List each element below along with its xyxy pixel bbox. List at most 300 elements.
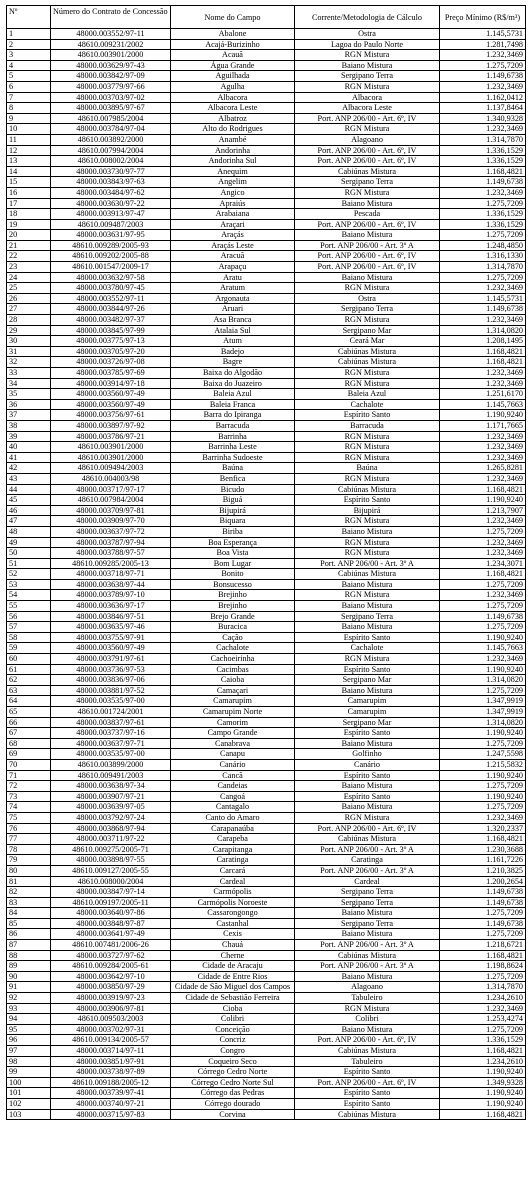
cell-field-name: Cação	[171, 632, 295, 643]
table-row	[7, 1109, 526, 1120]
cell-field-name: Baixa do Algodão	[171, 368, 295, 379]
table-row	[7, 442, 526, 453]
cell-contract: 48000.003709/97-81	[51, 505, 171, 516]
cell-price: 1.234,2610	[440, 993, 526, 1004]
cell-contract: 48000.003636/97-17	[51, 601, 171, 612]
table-row	[7, 262, 526, 273]
table-row	[7, 537, 526, 548]
cell-contract: 48000.003844/97-26	[51, 304, 171, 315]
cell-number: 45	[7, 495, 51, 506]
cell-number: 103	[7, 1109, 51, 1120]
cell-number: 42	[7, 463, 51, 474]
cell-field-name: Angelim	[171, 177, 295, 188]
cell-methodology: RGN Mistura	[295, 368, 440, 379]
cell-field-name: Benfica	[171, 473, 295, 484]
table-row	[7, 1035, 526, 1046]
cell-methodology: Ceará Mar	[295, 336, 440, 347]
cell-contract: 48000.003631/97-95	[51, 230, 171, 241]
cell-contract: 48000.003913/97-47	[51, 209, 171, 220]
cell-number: 81	[7, 876, 51, 887]
cell-field-name: Albacora	[171, 92, 295, 103]
cell-contract: 48000.003535/97-00	[51, 749, 171, 760]
cell-field-name: Brejinho	[171, 590, 295, 601]
document-page	[6, 5, 525, 1120]
cell-contract: 48610.009503/2003	[51, 1014, 171, 1025]
cell-price: 1.232,3469	[440, 378, 526, 389]
cell-contract: 48000.003702/97-31	[51, 1024, 171, 1035]
cell-methodology: Port. ANP 206/00 - Art. 6º, IV	[295, 113, 440, 124]
cell-contract: 48000.003637/97-72	[51, 526, 171, 537]
cell-contract: 48000.003552/97-11	[51, 29, 171, 40]
cell-field-name: Cexis	[171, 929, 295, 940]
minimum-price-table	[6, 5, 526, 1120]
cell-field-name: Buracica	[171, 622, 295, 633]
table-row	[7, 272, 526, 283]
cell-price: 1.232,3469	[440, 124, 526, 135]
cell-field-name: Barrinha	[171, 431, 295, 442]
cell-methodology: RGN Mistura	[295, 81, 440, 92]
cell-methodology: Caratinga	[295, 855, 440, 866]
cell-field-name: Albacora Leste	[171, 103, 295, 114]
table-row	[7, 749, 526, 760]
cell-methodology: Espírito Santo	[295, 728, 440, 739]
cell-number: 98	[7, 1056, 51, 1067]
cell-number: 31	[7, 346, 51, 357]
cell-contract: 48000.003843/97-63	[51, 177, 171, 188]
table-row	[7, 834, 526, 845]
cell-number: 22	[7, 251, 51, 262]
table-row	[7, 558, 526, 569]
cell-price: 1.336,1529	[440, 145, 526, 156]
cell-contract: 48000.003736/97-53	[51, 664, 171, 675]
cell-price: 1.190,9240	[440, 1088, 526, 1099]
table-row	[7, 495, 526, 506]
table-row	[7, 505, 526, 516]
cell-contract: 48000.003842/97-09	[51, 71, 171, 82]
cell-field-name: Bonsucesso	[171, 579, 295, 590]
cell-contract: 48610.007994/2004	[51, 145, 171, 156]
table-row	[7, 325, 526, 336]
table-row	[7, 759, 526, 770]
cell-methodology: Baiano Mistura	[295, 908, 440, 919]
cell-contract: 48610.001547/2009-17	[51, 262, 171, 273]
cell-contract: 48610.007984/2004	[51, 495, 171, 506]
cell-field-name: Cangoá	[171, 791, 295, 802]
cell-contract: 48610.009202/2005-88	[51, 251, 171, 262]
cell-number: 6	[7, 81, 51, 92]
table-row	[7, 39, 526, 50]
cell-number: 9	[7, 113, 51, 124]
cell-contract: 48000.003846/97-51	[51, 611, 171, 622]
cell-contract: 48000.003788/97-57	[51, 548, 171, 559]
cell-field-name: Concriz	[171, 1035, 295, 1046]
cell-number: 5	[7, 71, 51, 82]
table-row	[7, 198, 526, 209]
cell-field-name: Brejo Grande	[171, 611, 295, 622]
table-row	[7, 643, 526, 654]
table-row	[7, 548, 526, 559]
cell-price: 1.149,6738	[440, 177, 526, 188]
table-row	[7, 315, 526, 326]
cell-price: 1.145,7663	[440, 399, 526, 410]
cell-price: 1.168,4821	[440, 569, 526, 580]
cell-methodology: RGN Mistura	[295, 1003, 440, 1014]
table-row	[7, 452, 526, 463]
cell-number: 44	[7, 484, 51, 495]
cell-price: 1.275,7209	[440, 971, 526, 982]
cell-price: 1.190,9240	[440, 791, 526, 802]
cell-field-name: Coqueiro Seco	[171, 1056, 295, 1067]
cell-number: 36	[7, 399, 51, 410]
cell-field-name: Badejo	[171, 346, 295, 357]
cell-price: 1.349,9328	[440, 1077, 526, 1088]
table-row	[7, 654, 526, 665]
cell-contract: 48000.003727/97-62	[51, 950, 171, 961]
cell-number: 61	[7, 664, 51, 675]
cell-methodology: RGN Mistura	[295, 315, 440, 326]
cell-contract: 48000.003780/97-45	[51, 283, 171, 294]
cell-number: 65	[7, 707, 51, 718]
cell-number: 95	[7, 1024, 51, 1035]
cell-methodology: Sergipano Mar	[295, 325, 440, 336]
table-row	[7, 81, 526, 92]
cell-field-name: Córrego Cedro Norte	[171, 1067, 295, 1078]
cell-price: 1.247,5598	[440, 749, 526, 760]
cell-number: 19	[7, 219, 51, 230]
cell-methodology: Espírito Santo	[295, 410, 440, 421]
cell-number: 38	[7, 420, 51, 431]
cell-methodology: Camarupim	[295, 707, 440, 718]
cell-field-name: Abalone	[171, 29, 295, 40]
header-field-name: Nome do Campo	[171, 6, 295, 29]
cell-contract: 48000.003726/97-08	[51, 357, 171, 368]
cell-price: 1.314,0820	[440, 325, 526, 336]
cell-contract: 48000.003560/97-49	[51, 389, 171, 400]
table-row	[7, 346, 526, 357]
cell-field-name: Cancã	[171, 770, 295, 781]
cell-price: 1.190,9240	[440, 410, 526, 421]
cell-price: 1.275,7209	[440, 908, 526, 919]
table-row	[7, 177, 526, 188]
cell-price: 1.168,4821	[440, 1109, 526, 1120]
cell-price: 1.137,8464	[440, 103, 526, 114]
cell-price: 1.162,0412	[440, 92, 526, 103]
cell-contract: 48000.003898/97-55	[51, 855, 171, 866]
cell-number: 86	[7, 929, 51, 940]
cell-price: 1.320,2337	[440, 823, 526, 834]
cell-price: 1.149,6738	[440, 304, 526, 315]
cell-number: 15	[7, 177, 51, 188]
cell-contract: 48000.003779/97-66	[51, 81, 171, 92]
cell-field-name: Cardeal	[171, 876, 295, 887]
cell-price: 1.314,0820	[440, 675, 526, 686]
cell-methodology: Cabiúnas Mistura	[295, 834, 440, 845]
cell-price: 1.314,7870	[440, 262, 526, 273]
cell-field-name: Camarupim	[171, 696, 295, 707]
cell-methodology: Sergipano Terra	[295, 304, 440, 315]
cell-number: 87	[7, 940, 51, 951]
cell-number: 60	[7, 654, 51, 665]
cell-methodology: Baleia Azul	[295, 389, 440, 400]
cell-number: 34	[7, 378, 51, 389]
table-row	[7, 579, 526, 590]
cell-price: 1.190,9240	[440, 495, 526, 506]
cell-methodology: Canário	[295, 759, 440, 770]
cell-price: 1.149,6738	[440, 897, 526, 908]
cell-number: 58	[7, 632, 51, 643]
cell-number: 41	[7, 452, 51, 463]
cell-methodology: Baiano Mistura	[295, 60, 440, 71]
cell-methodology: Sergipano Mar	[295, 717, 440, 728]
cell-field-name: Bonito	[171, 569, 295, 580]
table-row	[7, 781, 526, 792]
cell-field-name: Araçari	[171, 219, 295, 230]
cell-methodology: Alagoano	[295, 134, 440, 145]
cell-methodology: Tabuleiro	[295, 993, 440, 1004]
cell-contract: 48000.003789/97-10	[51, 590, 171, 601]
cell-field-name: Araçás Leste	[171, 240, 295, 251]
cell-field-name: Córrego das Pedras	[171, 1088, 295, 1099]
cell-methodology: Baiano Mistura	[295, 929, 440, 940]
cell-number: 14	[7, 166, 51, 177]
cell-price: 1.171,7665	[440, 420, 526, 431]
cell-methodology: Baiano Mistura	[295, 685, 440, 696]
cell-methodology: Baiano Mistura	[295, 971, 440, 982]
cell-number: 71	[7, 770, 51, 781]
cell-number: 26	[7, 293, 51, 304]
cell-price: 1.281,7498	[440, 39, 526, 50]
cell-number: 66	[7, 717, 51, 728]
cell-contract: 48610.007985/2004	[51, 113, 171, 124]
cell-price: 1.314,7870	[440, 982, 526, 993]
cell-contract: 48610.003899/2000	[51, 759, 171, 770]
cell-field-name: Biquara	[171, 516, 295, 527]
table-row	[7, 971, 526, 982]
cell-methodology: Golfinho	[295, 749, 440, 760]
table-row	[7, 336, 526, 347]
cell-field-name: Cidade de Sebastião Ferreira	[171, 993, 295, 1004]
cell-number: 93	[7, 1003, 51, 1014]
table-row	[7, 908, 526, 919]
cell-methodology: Alagoano	[295, 982, 440, 993]
cell-field-name: Baúna	[171, 463, 295, 474]
cell-price: 1.232,3469	[440, 548, 526, 559]
table-row	[7, 590, 526, 601]
cell-number: 1	[7, 29, 51, 40]
cell-field-name: Acauã	[171, 50, 295, 61]
cell-field-name: Barrinha Leste	[171, 442, 295, 453]
cell-methodology: Port. ANP 206/00 - Art. 3º A	[295, 961, 440, 972]
cell-field-name: Cachoeirinha	[171, 654, 295, 665]
table-row	[7, 1003, 526, 1014]
cell-contract: 48000.003787/97-94	[51, 537, 171, 548]
table-row	[7, 134, 526, 145]
cell-field-name: Carmópolis	[171, 887, 295, 898]
cell-number: 62	[7, 675, 51, 686]
table-row	[7, 1024, 526, 1035]
cell-price: 1.168,4821	[440, 950, 526, 961]
cell-contract: 48000.003711/97-22	[51, 834, 171, 845]
cell-price: 1.275,7209	[440, 272, 526, 283]
cell-contract: 48000.003737/97-16	[51, 728, 171, 739]
cell-methodology: Ostra	[295, 293, 440, 304]
cell-contract: 48000.003837/97-61	[51, 717, 171, 728]
cell-contract: 48000.003714/97-11	[51, 1046, 171, 1057]
table-row	[7, 251, 526, 262]
cell-field-name: Canário	[171, 759, 295, 770]
cell-methodology: Ostra	[295, 29, 440, 40]
cell-contract: 48000.003638/97-44	[51, 579, 171, 590]
cell-field-name: Conceição	[171, 1024, 295, 1035]
cell-field-name: Baleia Franca	[171, 399, 295, 410]
cell-price: 1.210,3825	[440, 865, 526, 876]
cell-price: 1.213,7907	[440, 505, 526, 516]
cell-price: 1.314,0820	[440, 717, 526, 728]
cell-methodology: Cabiúnas Mistura	[295, 1109, 440, 1120]
cell-field-name: Água Grande	[171, 60, 295, 71]
cell-methodology: RGN Mistura	[295, 124, 440, 135]
cell-field-name: Canapu	[171, 749, 295, 760]
cell-field-name: Arapaçu	[171, 262, 295, 273]
cell-number: 16	[7, 187, 51, 198]
cell-number: 88	[7, 950, 51, 961]
cell-methodology: Cabiúnas Mistura	[295, 484, 440, 495]
cell-price: 1.336,1529	[440, 209, 526, 220]
cell-contract: 48610.001724/2001	[51, 707, 171, 718]
cell-field-name: Caioba	[171, 675, 295, 686]
cell-price: 1.200,2654	[440, 876, 526, 887]
cell-methodology: Sergipano Terra	[295, 918, 440, 929]
cell-methodology: Espírito Santo	[295, 632, 440, 643]
cell-methodology: Baiano Mistura	[295, 198, 440, 209]
cell-price: 1.232,3469	[440, 473, 526, 484]
cell-contract: 48000.003784/97-04	[51, 124, 171, 135]
cell-methodology: Port. ANP 206/00 - Art. 6º, IV	[295, 1077, 440, 1088]
cell-number: 63	[7, 685, 51, 696]
cell-field-name: Atalaia Sul	[171, 325, 295, 336]
cell-contract: 48000.003792/97-24	[51, 812, 171, 823]
cell-number: 25	[7, 283, 51, 294]
cell-methodology: RGN Mistura	[295, 812, 440, 823]
cell-number: 80	[7, 865, 51, 876]
cell-number: 49	[7, 537, 51, 548]
cell-methodology: RGN Mistura	[295, 537, 440, 548]
cell-field-name: Campo Grande	[171, 728, 295, 739]
cell-price: 1.168,4821	[440, 357, 526, 368]
cell-price: 1.275,7209	[440, 1024, 526, 1035]
cell-field-name: Cidade de Aracaju	[171, 961, 295, 972]
cell-field-name: Corvina	[171, 1109, 295, 1120]
cell-field-name: Carapitanga	[171, 844, 295, 855]
cell-field-name: Aguilhada	[171, 71, 295, 82]
table-row	[7, 982, 526, 993]
cell-methodology: Cachalote	[295, 399, 440, 410]
table-row	[7, 569, 526, 580]
table-row	[7, 368, 526, 379]
cell-methodology: RGN Mistura	[295, 452, 440, 463]
cell-contract: 48000.003715/97-83	[51, 1109, 171, 1120]
cell-price: 1.314,7870	[440, 134, 526, 145]
cell-methodology: Port. ANP 206/00 - Art. 6º, IV	[295, 219, 440, 230]
cell-contract: 48000.003641/97-49	[51, 929, 171, 940]
cell-price: 1.232,3469	[440, 81, 526, 92]
table-row	[7, 378, 526, 389]
cell-methodology: Port. ANP 206/00 - Art. 6º, IV	[295, 262, 440, 273]
cell-number: 57	[7, 622, 51, 633]
cell-price: 1.232,3469	[440, 431, 526, 442]
cell-price: 1.232,3469	[440, 50, 526, 61]
cell-contract: 48000.003703/97-02	[51, 92, 171, 103]
cell-contract: 48000.003791/97-61	[51, 654, 171, 665]
cell-field-name: Angico	[171, 187, 295, 198]
cell-field-name: Cantagalo	[171, 802, 295, 813]
cell-field-name: Camarupim Norte	[171, 707, 295, 718]
cell-methodology: Sergipano Mar	[295, 675, 440, 686]
cell-contract: 48000.003845/97-99	[51, 325, 171, 336]
cell-contract: 48000.003552/97-11	[51, 293, 171, 304]
cell-field-name: Cachalote	[171, 643, 295, 654]
cell-methodology: Baiano Mistura	[295, 738, 440, 749]
cell-methodology: Port. ANP 206/00 - Art. 3º A	[295, 844, 440, 855]
table-row	[7, 283, 526, 294]
table-row	[7, 103, 526, 114]
cell-number: 21	[7, 240, 51, 251]
cell-contract: 48000.003850/97-29	[51, 982, 171, 993]
cell-field-name: Canto do Amaro	[171, 812, 295, 823]
cell-number: 79	[7, 855, 51, 866]
cell-field-name: Colibri	[171, 1014, 295, 1025]
cell-number: 18	[7, 209, 51, 220]
cell-field-name: Castanhal	[171, 918, 295, 929]
cell-field-name: Arabaiana	[171, 209, 295, 220]
cell-number: 30	[7, 336, 51, 347]
cell-methodology: RGN Mistura	[295, 548, 440, 559]
cell-methodology: Cabiúnas Mistura	[295, 166, 440, 177]
cell-field-name: Baleia Azul	[171, 389, 295, 400]
cell-number: 83	[7, 897, 51, 908]
cell-number: 89	[7, 961, 51, 972]
cell-price: 1.215,5832	[440, 759, 526, 770]
cell-methodology: Espírito Santo	[295, 495, 440, 506]
cell-contract: 48000.003851/97-91	[51, 1056, 171, 1067]
cell-price: 1.208,1495	[440, 336, 526, 347]
table-row	[7, 1077, 526, 1088]
cell-field-name: Cassarongongo	[171, 908, 295, 919]
cell-contract: 48610.003901/2000	[51, 452, 171, 463]
cell-field-name: Camorim	[171, 717, 295, 728]
cell-price: 1.347,9919	[440, 707, 526, 718]
cell-contract: 48000.003640/97-86	[51, 908, 171, 919]
cell-contract: 48000.003785/97-69	[51, 368, 171, 379]
cell-price: 1.234,2610	[440, 1056, 526, 1067]
table-row	[7, 1056, 526, 1067]
cell-price: 1.218,6721	[440, 940, 526, 951]
cell-contract: 48000.003755/97-91	[51, 632, 171, 643]
cell-methodology: Baiano Mistura	[295, 526, 440, 537]
cell-contract: 48000.003881/97-52	[51, 685, 171, 696]
cell-number: 77	[7, 834, 51, 845]
cell-number: 75	[7, 812, 51, 823]
table-row	[7, 156, 526, 167]
cell-field-name: Albatroz	[171, 113, 295, 124]
cell-field-name: Candeias	[171, 781, 295, 792]
cell-number: 46	[7, 505, 51, 516]
cell-number: 102	[7, 1098, 51, 1109]
cell-field-name: Argonauta	[171, 293, 295, 304]
cell-price: 1.275,7209	[440, 802, 526, 813]
table-row	[7, 897, 526, 908]
table-row	[7, 50, 526, 61]
